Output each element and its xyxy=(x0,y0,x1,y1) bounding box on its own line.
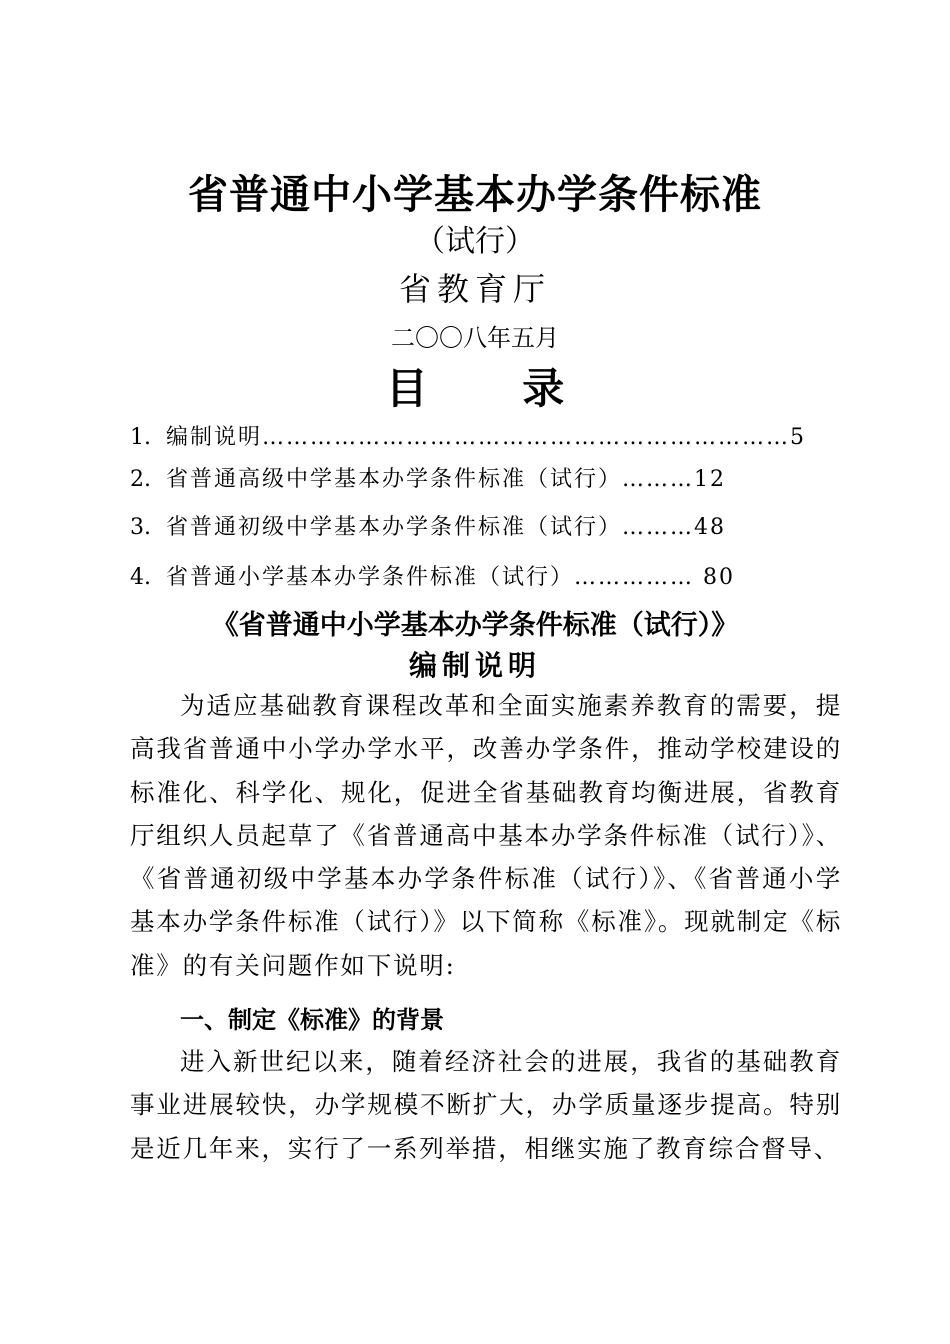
section-subtitle: 编制说明 xyxy=(408,649,541,682)
toc-item-text: 编制说明…………………………………………………………5 xyxy=(166,425,806,450)
background-paragraph: 进入新世纪以来，随着经济社会的进展，我省的基础教育事业进展较快，办学规模不断扩大，办学质量逐步提高。特别是近几年来，实行了一系列举措，相继实施了教育综合督导、 xyxy=(130,1047,842,1163)
toc-item-text: 省普通小学基本办学条件标准（试行）…………… 80 xyxy=(166,565,735,590)
toc-item[interactable] xyxy=(130,510,850,541)
toc-item[interactable] xyxy=(130,560,850,591)
toc-item-number: 1. xyxy=(130,425,151,450)
issuer: 省教育厅 xyxy=(398,270,551,308)
toc-item-number: 4. xyxy=(130,565,151,590)
toc-item[interactable] xyxy=(130,420,850,451)
section-title: 《省普通中小学基本办学条件标准（试行）》 xyxy=(211,610,739,641)
toc-item-number: 3. xyxy=(130,515,151,540)
toc-title: 目 录 xyxy=(385,364,605,413)
toc-item-number: 2. xyxy=(130,467,151,492)
issue-date: 二〇〇八年五月 xyxy=(391,324,559,352)
toc-item-text: 省普通高级中学基本办学条件标准（试行）………12 xyxy=(166,467,726,492)
toc-item-text: 省普通初级中学基本办学条件标准（试行）………48 xyxy=(166,515,726,540)
document-subtitle: （试行） xyxy=(415,224,535,259)
toc-item[interactable] xyxy=(130,462,850,493)
intro-paragraph: 为适应基础教育课程改革和全面实施素养教育的需要，提高我省普通中小学办学水平，改善办学条件，推动学校建设的标准化、科学化、规化，促进全省基础教育均衡进展，省教育厅组织人员起草了《省普通高中基本办学条件标准（试行）》、《省普通初级中学基本办学条件标准（试行）》、《省普通小学基本办学条件标准（试行）》以下简称《标准》。现就制定《标准》的有关问题作如下说明: xyxy=(130,691,842,980)
document-title: 省普通中小学基本办学条件标准 xyxy=(188,171,762,218)
section-heading-background: 一、制定《标准》的背景 xyxy=(180,1005,444,1034)
